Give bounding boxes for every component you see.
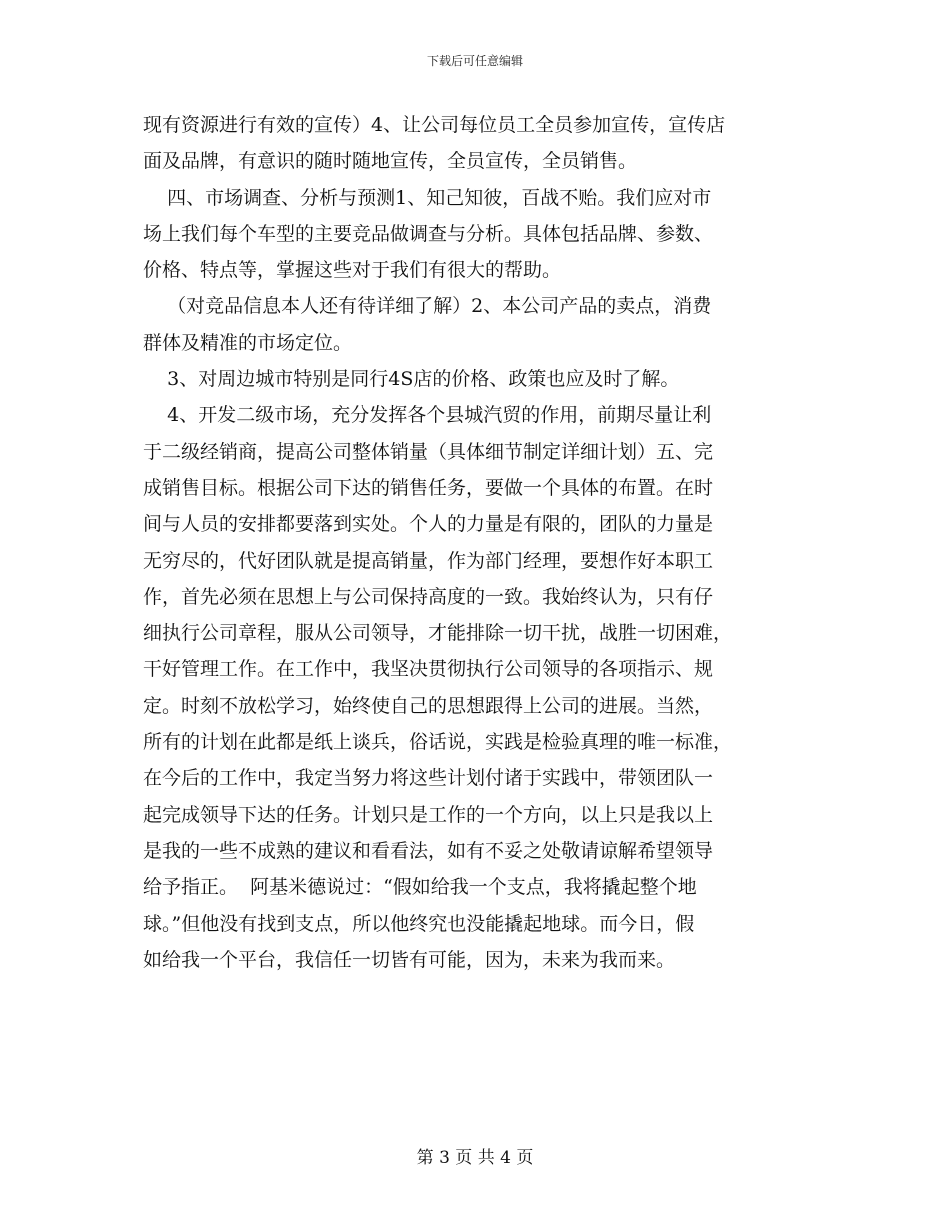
text-line: 定。时刻不放松学习，始终使自己的思想跟得上公司的进展。当然， bbox=[143, 694, 714, 717]
text-line: 作，首先必须在思想上与公司保持高度的一致。我始终认为，只有仔 bbox=[143, 585, 714, 608]
text-line: 在今后的工作中，我定当努力将这些计划付诸于实践中，带领团队一 bbox=[143, 767, 714, 790]
text-line: 于二级经销商，提高公司整体销量（具体细节制定详细计划）五、完 bbox=[143, 440, 714, 463]
text-line: 成销售目标。根据公司下达的销售任务，要做一个具体的布置。在时 bbox=[143, 476, 714, 499]
text-line: 四、市场调查、分析与预测1、知己知彼，百战不贻。我们应对市 bbox=[143, 186, 712, 209]
text-line: 群体及精准的市场定位。 bbox=[143, 331, 353, 354]
body-text bbox=[143, 107, 807, 978]
text-line: 3、对周边城市特别是同行4S店的价格、政策也应及时了解。 bbox=[143, 368, 680, 391]
text-line: 4、开发二级市场，充分发挥各个县城汽贸的作用，前期尽量让利 bbox=[143, 404, 712, 427]
text-line: 面及品牌，有意识的随时随地宣传，全员宣传，全员销售。 bbox=[143, 150, 638, 173]
text-line: （对竞品信息本人还有待详细了解）2、本公司产品的卖点，消费 bbox=[143, 295, 712, 318]
text-line: 无穷尽的，代好团队就是提高销量，作为部门经理，要想作好本职工 bbox=[143, 549, 714, 572]
text-line: 细执行公司章程，服从公司领导，才能排除一切干扰，战胜一切困难， bbox=[143, 622, 733, 645]
text-line: 干好管理工作。在工作中，我坚决贯彻执行公司领导的各项指示、规 bbox=[143, 658, 714, 681]
text-line: 是我的一些不成熟的建议和看看法，如有不妥之处敬请谅解希望领导 bbox=[143, 839, 714, 862]
text-line: 场上我们每个车型的主要竞品做调查与分析。具体包括品牌、参数、 bbox=[143, 222, 714, 245]
text-line: 所有的计划在此都是纸上谈兵，俗话说，实践是检验真理的唯一标准， bbox=[143, 731, 733, 754]
text-line: 价格、特点等，掌握这些对于我们有很大的帮助。 bbox=[143, 259, 562, 282]
page-header: 下载后可任意编辑 bbox=[426, 54, 523, 68]
text-line: 给予指正。 阿基米德说过：“假如给我一个支点，我将撬起整个地 bbox=[143, 876, 697, 899]
text-line: 起完成领导下达的任务。计划只是工作的一个方向，以上只是我以上 bbox=[143, 803, 714, 826]
page-footer: 第 3 页 共 4 页 bbox=[416, 1148, 534, 1168]
text-line: 球。”但他没有找到支点，所以他终究也没能撬起地球。而今日，假 bbox=[143, 912, 695, 935]
text-line: 间与人员的安排都要落到实处。个人的力量是有限的，团队的力量是 bbox=[143, 513, 714, 536]
text-line: 现有资源进行有效的宣传）4、让公司每位员工全员参加宣传，宣传店 bbox=[143, 114, 726, 136]
text-line: 如给我一个平台，我信任一切皆有可能，因为，未来为我而来。 bbox=[143, 948, 676, 971]
